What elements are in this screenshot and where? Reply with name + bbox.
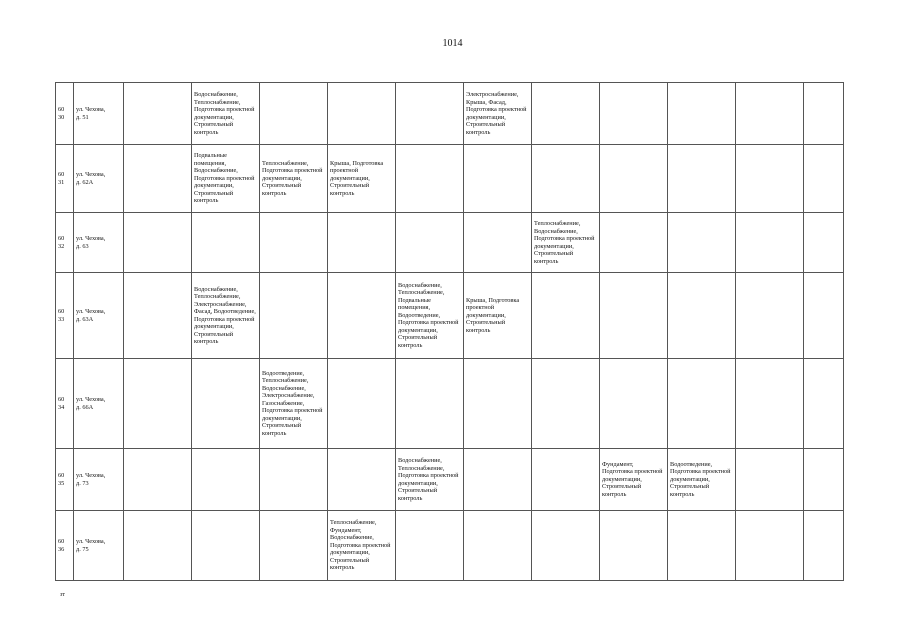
work-cell: Фундамент, Подготовка проектной документации, Строительный контроль bbox=[600, 449, 668, 511]
row-number: 60 31 bbox=[56, 145, 74, 213]
work-cell bbox=[804, 145, 844, 213]
work-cell bbox=[532, 511, 600, 581]
work-cell bbox=[668, 511, 736, 581]
work-cell bbox=[124, 83, 192, 145]
footer-mark: зт bbox=[60, 592, 65, 598]
work-cell bbox=[260, 213, 328, 273]
work-cell bbox=[124, 449, 192, 511]
work-cell bbox=[532, 83, 600, 145]
work-cell bbox=[260, 273, 328, 359]
work-cell bbox=[668, 273, 736, 359]
work-cell bbox=[124, 511, 192, 581]
work-cell bbox=[464, 449, 532, 511]
work-cell bbox=[736, 449, 804, 511]
work-cell bbox=[464, 359, 532, 449]
table-row bbox=[56, 449, 844, 511]
work-cell bbox=[192, 213, 260, 273]
row-number: 60 34 bbox=[56, 359, 74, 449]
work-cell bbox=[328, 359, 396, 449]
row-number: 60 30 bbox=[56, 83, 74, 145]
table-row bbox=[56, 213, 844, 273]
work-cell bbox=[464, 511, 532, 581]
work-cell bbox=[736, 511, 804, 581]
page-number: 1014 bbox=[442, 38, 463, 49]
work-cell bbox=[396, 213, 464, 273]
work-cell bbox=[396, 359, 464, 449]
work-cell bbox=[532, 273, 600, 359]
work-cell bbox=[124, 213, 192, 273]
work-cell bbox=[600, 359, 668, 449]
work-cell: Водоснабжение, Теплоснабжение, Подготовка проектной документации, Строительный контроль bbox=[192, 83, 260, 145]
work-cell: Водоснабжение, Теплоснабжение, Электроснабжение, Фасад, Водоотведение, Подготовка проектной документации, Строительный контроль bbox=[192, 273, 260, 359]
work-cell bbox=[804, 449, 844, 511]
work-cell: Электроснабжение, Крыша, Фасад, Подготовка проектной документации, Строительный контроль bbox=[464, 83, 532, 145]
work-cell bbox=[260, 449, 328, 511]
work-cell bbox=[668, 213, 736, 273]
work-cell bbox=[804, 511, 844, 581]
work-cell bbox=[396, 83, 464, 145]
row-number: 60 35 bbox=[56, 449, 74, 511]
address-cell: ул. Чехова, д. 51 bbox=[74, 83, 124, 145]
work-cell bbox=[464, 145, 532, 213]
work-cell bbox=[532, 145, 600, 213]
address-cell: ул. Чехова, д. 66А bbox=[74, 359, 124, 449]
address-cell: ул. Чехова, д. 62А bbox=[74, 145, 124, 213]
work-cell bbox=[396, 145, 464, 213]
row-number: 60 33 bbox=[56, 273, 74, 359]
work-cell: Водоснабжение, Теплоснабжение, Подготовка проектной документации, Строительный контроль bbox=[396, 449, 464, 511]
work-cell bbox=[804, 359, 844, 449]
address-cell: ул. Чехова, д. 73 bbox=[74, 449, 124, 511]
work-cell bbox=[668, 83, 736, 145]
work-cell bbox=[736, 83, 804, 145]
work-cell bbox=[328, 273, 396, 359]
work-cell bbox=[328, 213, 396, 273]
work-cell: Теплоснабжение, Подготовка проектной документации, Строительный контроль bbox=[260, 145, 328, 213]
work-cell bbox=[600, 83, 668, 145]
work-cell bbox=[804, 213, 844, 273]
work-cell bbox=[532, 359, 600, 449]
work-cell: Водоснабжение, Теплоснабжение, Подвальные помещения, Водоотведение, Подготовка проектной документации, Строительный контроль bbox=[396, 273, 464, 359]
work-cell: Водоотведение, Подготовка проектной документации, Строительный контроль bbox=[668, 449, 736, 511]
work-cell bbox=[804, 273, 844, 359]
work-cell bbox=[532, 449, 600, 511]
work-cell bbox=[600, 511, 668, 581]
work-cell: Подвальные помещения, Водоснабжение, Подготовка проектной документации, Строительный контроль bbox=[192, 145, 260, 213]
schedule-table bbox=[55, 82, 844, 581]
row-number: 60 36 bbox=[56, 511, 74, 581]
work-cell bbox=[600, 145, 668, 213]
table-body bbox=[56, 83, 844, 581]
work-cell: Теплоснабжение, Фундамент, Водоснабжение, Подготовка проектной документации, Строительный контроль bbox=[328, 511, 396, 581]
address-cell: ул. Чехова, д. 63 bbox=[74, 213, 124, 273]
row-number: 60 32 bbox=[56, 213, 74, 273]
work-cell bbox=[736, 213, 804, 273]
work-cell bbox=[736, 273, 804, 359]
work-cell bbox=[192, 511, 260, 581]
table-row bbox=[56, 145, 844, 213]
address-cell: ул. Чехова, д. 63А bbox=[74, 273, 124, 359]
work-cell bbox=[124, 273, 192, 359]
work-cell bbox=[600, 213, 668, 273]
work-cell bbox=[328, 449, 396, 511]
table-row bbox=[56, 83, 844, 145]
work-cell bbox=[736, 359, 804, 449]
work-cell bbox=[328, 83, 396, 145]
work-cell bbox=[668, 145, 736, 213]
work-cell: Теплоснабжение, Водоснабжение, Подготовка проектной документации, Строительный контроль bbox=[532, 213, 600, 273]
work-cell bbox=[736, 145, 804, 213]
work-cell bbox=[260, 511, 328, 581]
work-cell: Водоотведение, Теплоснабжение, Водоснабжение, Электроснабжение, Газоснабжение, Подготовка проектной документации, Строительный контроль bbox=[260, 359, 328, 449]
work-cell bbox=[124, 359, 192, 449]
table-row bbox=[56, 359, 844, 449]
address-cell: ул. Чехова, д. 75 bbox=[74, 511, 124, 581]
work-cell bbox=[804, 83, 844, 145]
work-cell bbox=[260, 83, 328, 145]
work-cell: Крыша, Подготовка проектной документации, Строительный контроль bbox=[328, 145, 396, 213]
table-row bbox=[56, 273, 844, 359]
table-row bbox=[56, 511, 844, 581]
work-cell bbox=[192, 359, 260, 449]
work-cell bbox=[668, 359, 736, 449]
work-cell bbox=[396, 511, 464, 581]
work-cell bbox=[600, 273, 668, 359]
work-cell bbox=[192, 449, 260, 511]
work-cell: Крыша, Подготовка проектной документации, Строительный контроль bbox=[464, 273, 532, 359]
work-cell bbox=[464, 213, 532, 273]
work-cell bbox=[124, 145, 192, 213]
